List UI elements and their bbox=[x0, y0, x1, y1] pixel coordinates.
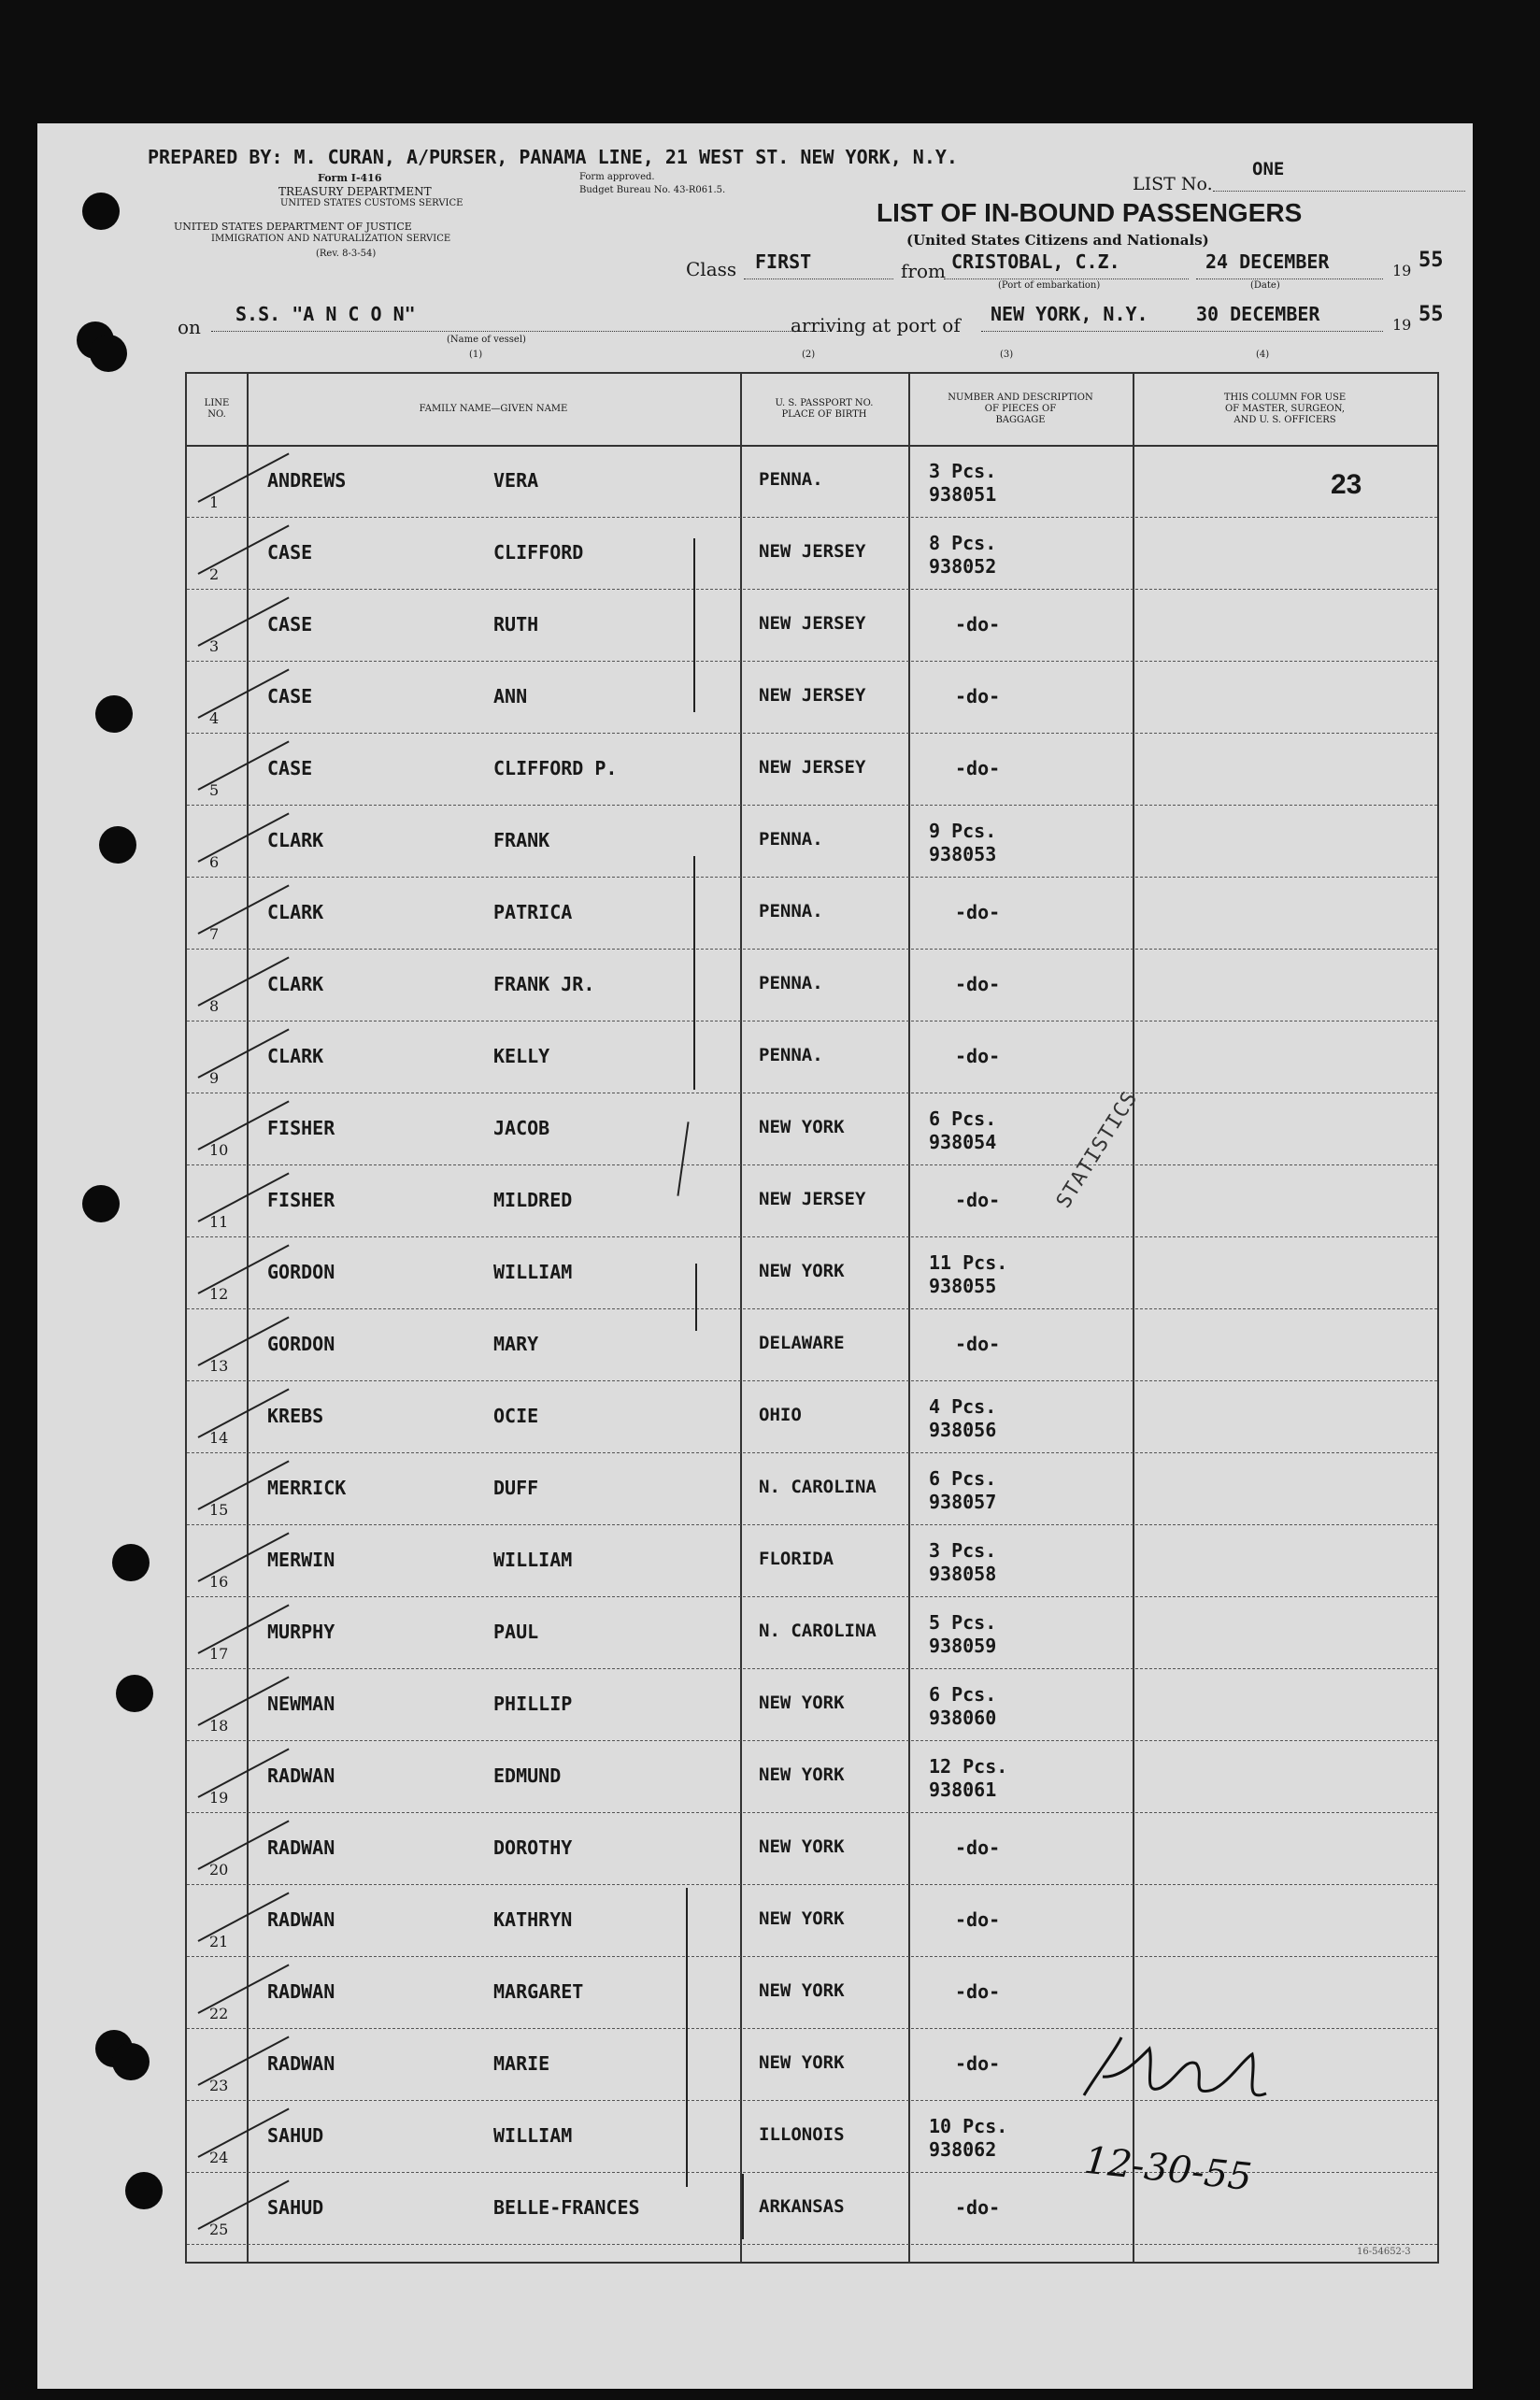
place-of-birth: PENNA. bbox=[759, 901, 823, 921]
punch-hole bbox=[99, 826, 136, 864]
from-label: from bbox=[901, 260, 946, 282]
form-subtitle: (United States Citizens and Nationals) bbox=[906, 232, 1209, 249]
family-name: CLARK bbox=[267, 901, 324, 923]
line-number: 24 bbox=[209, 2149, 229, 2166]
baggage-description: 4 Pcs. 938056 bbox=[929, 1395, 997, 1441]
punch-hole bbox=[82, 1185, 120, 1222]
customs-service: UNITED STATES CUSTOMS SERVICE bbox=[280, 198, 463, 208]
row-divider bbox=[187, 1740, 1437, 1741]
place-of-birth: PENNA. bbox=[759, 829, 823, 850]
family-name: RADWAN bbox=[267, 1836, 335, 1859]
baggage-description: -do- bbox=[955, 1189, 1001, 1211]
list-no-rule bbox=[1213, 191, 1465, 192]
baggage-description: -do- bbox=[955, 1980, 1001, 2003]
line-number: 23 bbox=[209, 2077, 229, 2094]
family-name: GORDON bbox=[267, 1261, 335, 1283]
given-name: KATHRYN bbox=[493, 1908, 573, 1931]
line-number: 10 bbox=[209, 1141, 229, 1159]
family-name: SAHUD bbox=[267, 2124, 324, 2147]
vessel-name: S.S. "A N C O N" bbox=[235, 303, 416, 325]
header-line-no: LINE NO. bbox=[204, 398, 230, 420]
punch-hole bbox=[112, 2043, 150, 2080]
place-of-birth: NEW YORK bbox=[759, 1980, 845, 2001]
line-number: 16 bbox=[209, 1573, 229, 1591]
family-name: CASE bbox=[267, 685, 313, 707]
place-of-birth: N. CAROLINA bbox=[759, 1621, 877, 1641]
given-name: WILLIAM bbox=[493, 1261, 573, 1283]
line-number: 5 bbox=[209, 781, 220, 799]
vessel-rule bbox=[211, 331, 828, 332]
place-of-birth: NEW JERSEY bbox=[759, 541, 866, 562]
given-name: MILDRED bbox=[493, 1189, 573, 1211]
baggage-description: 3 Pcs. 938051 bbox=[929, 460, 997, 506]
date-caption: (Date) bbox=[1250, 280, 1280, 291]
line-number: 13 bbox=[209, 1357, 229, 1375]
place-of-birth: PENNA. bbox=[759, 973, 823, 993]
place-of-birth: NEW JERSEY bbox=[759, 613, 866, 634]
given-name: WILLIAM bbox=[493, 2124, 573, 2147]
line-number: 12 bbox=[209, 1285, 229, 1303]
family-name: KREBS bbox=[267, 1405, 324, 1427]
given-name: VERA bbox=[493, 469, 539, 492]
prepared-by: PREPARED BY: M. CURAN, A/PURSER, PANAMA LINE, 21 WEST ST. NEW YORK, N.Y. bbox=[148, 146, 958, 168]
line-number: 3 bbox=[209, 637, 220, 655]
line-number: 25 bbox=[209, 2221, 229, 2238]
col2-number: (2) bbox=[802, 350, 816, 360]
column-divider bbox=[1133, 374, 1134, 2262]
baggage-description: 6 Pcs. 938054 bbox=[929, 1107, 997, 1153]
baggage-description: -do- bbox=[955, 1045, 1001, 1067]
given-name: KELLY bbox=[493, 1045, 550, 1067]
form-revision: (Rev. 8-3-54) bbox=[316, 249, 377, 259]
baggage-description: -do- bbox=[955, 973, 1001, 995]
line-number: 22 bbox=[209, 2005, 229, 2022]
place-of-birth: NEW JERSEY bbox=[759, 1189, 866, 1209]
col3-number: (3) bbox=[1000, 350, 1014, 360]
given-name: RUTH bbox=[493, 613, 539, 636]
baggage-description: -do- bbox=[955, 1836, 1001, 1859]
given-name: DOROTHY bbox=[493, 1836, 573, 1859]
place-of-birth: ILLONOIS bbox=[759, 2124, 845, 2145]
list-no-label: LIST No. bbox=[1133, 174, 1213, 194]
baggage-description: 6 Pcs. 938057 bbox=[929, 1467, 997, 1513]
place-of-birth: N. CAROLINA bbox=[759, 1477, 877, 1497]
given-name: OCIE bbox=[493, 1405, 539, 1427]
given-name: PHILLIP bbox=[493, 1693, 573, 1715]
given-name: MARIE bbox=[493, 2052, 550, 2075]
header-name: FAMILY NAME—GIVEN NAME bbox=[419, 404, 568, 414]
line-number: 6 bbox=[209, 853, 220, 871]
line-number: 20 bbox=[209, 1861, 229, 1879]
line-number: 8 bbox=[209, 997, 220, 1015]
punch-hole bbox=[90, 335, 127, 372]
place-of-birth: PENNA. bbox=[759, 1045, 823, 1065]
row-divider bbox=[187, 1380, 1437, 1381]
handwritten-date: 12-30-55 bbox=[1082, 2138, 1254, 2200]
arriving-label: arriving at port of bbox=[791, 314, 961, 336]
family-brace bbox=[742, 2174, 744, 2239]
family-name: GORDON bbox=[267, 1333, 335, 1355]
manifest-page bbox=[37, 123, 1473, 2389]
family-name: MERWIN bbox=[267, 1549, 335, 1571]
row-divider bbox=[187, 1524, 1437, 1525]
row-divider bbox=[187, 1956, 1437, 1957]
row-divider bbox=[187, 1596, 1437, 1597]
baggage-description: -do- bbox=[955, 1908, 1001, 1931]
family-name: CASE bbox=[267, 541, 313, 564]
row-divider bbox=[187, 805, 1437, 806]
place-of-birth: OHIO bbox=[759, 1405, 802, 1425]
form-approved: Form approved. bbox=[579, 172, 655, 182]
given-name: PATRICA bbox=[493, 901, 573, 923]
given-name: JACOB bbox=[493, 1117, 550, 1139]
family-brace bbox=[686, 1888, 688, 2187]
family-brace bbox=[693, 856, 695, 1090]
place-of-birth: DELAWARE bbox=[759, 1333, 845, 1353]
port-caption: (Port of embarkation) bbox=[998, 280, 1101, 291]
place-of-birth: NEW YORK bbox=[759, 1261, 845, 1281]
header-officers: THIS COLUMN FOR USE OF MASTER, SURGEON, AND U. S. OFFICERS bbox=[1223, 393, 1347, 425]
line-number: 15 bbox=[209, 1501, 229, 1519]
family-name: ANDREWS bbox=[267, 469, 347, 492]
baggage-description: -do- bbox=[955, 613, 1001, 636]
family-name: MURPHY bbox=[267, 1621, 335, 1643]
family-name: FISHER bbox=[267, 1189, 335, 1211]
baggage-description: -do- bbox=[955, 2052, 1001, 2075]
row-divider bbox=[187, 2244, 1437, 2245]
row-divider bbox=[187, 877, 1437, 878]
row-divider bbox=[187, 1236, 1437, 1237]
given-name: EDMUND bbox=[493, 1764, 562, 1787]
given-name: WILLIAM bbox=[493, 1549, 573, 1571]
row-divider bbox=[187, 1308, 1437, 1309]
line-number: 2 bbox=[209, 565, 220, 583]
line-number: 7 bbox=[209, 925, 220, 943]
family-brace bbox=[695, 1264, 697, 1331]
place-of-birth: FLORIDA bbox=[759, 1549, 834, 1569]
baggage-description: 5 Pcs. 938059 bbox=[929, 1611, 997, 1657]
baggage-description: 9 Pcs. 938053 bbox=[929, 820, 997, 865]
officer-signature bbox=[1065, 2021, 1290, 2123]
line-number: 11 bbox=[209, 1213, 229, 1231]
vessel-caption: (Name of vessel) bbox=[447, 335, 526, 345]
year-suffix: 55 bbox=[1419, 249, 1444, 272]
baggage-description: -do- bbox=[955, 901, 1001, 923]
class-label: Class bbox=[686, 258, 737, 280]
given-name: FRANK JR. bbox=[493, 973, 595, 995]
place-of-birth: NEW YORK bbox=[759, 1908, 845, 1929]
given-name: PAUL bbox=[493, 1621, 539, 1643]
baggage-description: 8 Pcs. 938052 bbox=[929, 532, 997, 578]
family-name: RADWAN bbox=[267, 1980, 335, 2003]
place-of-birth: NEW JERSEY bbox=[759, 685, 866, 706]
baggage-description: 11 Pcs. 938055 bbox=[929, 1251, 1008, 1297]
statistics-stamp: STATISTICS bbox=[1052, 1087, 1143, 1213]
row-divider bbox=[187, 517, 1437, 518]
baggage-description: -do- bbox=[955, 2196, 1001, 2219]
family-name: CLARK bbox=[267, 829, 324, 851]
row-divider bbox=[187, 661, 1437, 662]
given-name: CLIFFORD bbox=[493, 541, 584, 564]
family-name: CLARK bbox=[267, 973, 324, 995]
place-of-birth: NEW YORK bbox=[759, 2052, 845, 2073]
justice-dept: UNITED STATES DEPARTMENT OF JUSTICE bbox=[174, 221, 412, 233]
arrival-port: NEW YORK, N.Y. bbox=[991, 303, 1148, 325]
arrival-rule bbox=[981, 331, 1383, 332]
column-divider bbox=[247, 374, 249, 2262]
given-name: BELLE-FRANCES bbox=[493, 2196, 640, 2219]
class-value: FIRST bbox=[755, 250, 812, 273]
arrival-date: 30 DECEMBER bbox=[1196, 303, 1320, 325]
line-number: 9 bbox=[209, 1069, 220, 1087]
given-name: ANN bbox=[493, 685, 528, 707]
on-label: on bbox=[178, 316, 201, 338]
baggage-description: 10 Pcs. 938062 bbox=[929, 2115, 1008, 2161]
treasury-dept: TREASURY DEPARTMENT bbox=[278, 185, 432, 198]
line-number: 17 bbox=[209, 1645, 229, 1663]
baggage-description: 6 Pcs. 938060 bbox=[929, 1683, 997, 1729]
family-name: RADWAN bbox=[267, 1908, 335, 1931]
family-name: CLARK bbox=[267, 1045, 324, 1067]
punch-hole bbox=[116, 1675, 153, 1712]
line-number: 1 bbox=[209, 493, 220, 511]
family-name: SAHUD bbox=[267, 2196, 324, 2219]
baggage-description: 3 Pcs. 938058 bbox=[929, 1539, 997, 1585]
punch-hole bbox=[125, 2172, 163, 2209]
row-divider bbox=[187, 733, 1437, 734]
place-of-birth: NEW YORK bbox=[759, 1836, 845, 1857]
family-brace bbox=[677, 1121, 689, 1195]
given-name: FRANK bbox=[493, 829, 550, 851]
list-no-value: ONE bbox=[1252, 159, 1285, 179]
baggage-description: 12 Pcs. 938061 bbox=[929, 1755, 1008, 1801]
place-of-birth: NEW YORK bbox=[759, 1693, 845, 1713]
col4-number: (4) bbox=[1256, 350, 1270, 360]
column-divider bbox=[740, 374, 742, 2262]
line-number: 4 bbox=[209, 709, 220, 727]
family-brace bbox=[693, 538, 695, 712]
line-number: 14 bbox=[209, 1429, 229, 1447]
given-name: CLIFFORD P. bbox=[493, 757, 618, 779]
place-of-birth: ARKANSAS bbox=[759, 2196, 845, 2217]
baggage-description: -do- bbox=[955, 1333, 1001, 1355]
ins-service: IMMIGRATION AND NATURALIZATION SERVICE bbox=[211, 234, 451, 244]
arrival-year-prefix: 19 bbox=[1392, 316, 1412, 334]
place-of-birth: NEW JERSEY bbox=[759, 757, 866, 778]
punch-hole bbox=[95, 695, 133, 733]
given-name: MARY bbox=[493, 1333, 539, 1355]
year-prefix: 19 bbox=[1392, 262, 1412, 279]
budget-bureau: Budget Bureau No. 43-R061.5. bbox=[579, 185, 726, 195]
form-title: LIST OF IN-BOUND PASSENGERS bbox=[877, 198, 1303, 227]
header-passport: U. S. PASSPORT NO. PLACE OF BIRTH bbox=[775, 398, 874, 420]
row-divider bbox=[187, 1668, 1437, 1669]
family-name: CASE bbox=[267, 757, 313, 779]
row-divider bbox=[187, 1812, 1437, 1813]
family-name: MERRICK bbox=[267, 1477, 347, 1499]
arrival-year-suffix: 55 bbox=[1419, 303, 1444, 326]
departure-date: 24 DECEMBER bbox=[1205, 250, 1330, 273]
row-divider bbox=[187, 1884, 1437, 1885]
vessel-col-number: (1) bbox=[469, 350, 483, 360]
row-divider bbox=[187, 1452, 1437, 1453]
punch-hole bbox=[112, 1544, 150, 1581]
place-of-birth: NEW YORK bbox=[759, 1764, 845, 1785]
row-divider bbox=[187, 589, 1437, 590]
given-name: MARGARET bbox=[493, 1980, 584, 2003]
family-name: RADWAN bbox=[267, 1764, 335, 1787]
row-divider bbox=[187, 1164, 1437, 1165]
baggage-description: -do- bbox=[955, 685, 1001, 707]
form-number: Form I-416 bbox=[318, 172, 382, 184]
line-number: 19 bbox=[209, 1789, 229, 1807]
header-baggage: NUMBER AND DESCRIPTION OF PIECES OF BAGGAGE bbox=[948, 393, 1093, 425]
row-divider bbox=[187, 949, 1437, 950]
punch-hole bbox=[82, 193, 120, 230]
form-code: 16-54652-3 bbox=[1357, 2247, 1411, 2257]
column-divider bbox=[908, 374, 910, 2262]
line-number: 18 bbox=[209, 1717, 229, 1735]
passenger-table bbox=[185, 372, 1439, 2264]
family-name: RADWAN bbox=[267, 2052, 335, 2075]
given-name: DUFF bbox=[493, 1477, 539, 1499]
line-number: 21 bbox=[209, 1933, 229, 1950]
baggage-description: -do- bbox=[955, 757, 1001, 779]
family-name: NEWMAN bbox=[267, 1693, 335, 1715]
officer-count: 23 bbox=[1331, 469, 1362, 500]
from-value: CRISTOBAL, C.Z. bbox=[951, 250, 1120, 273]
family-name: CASE bbox=[267, 613, 313, 636]
place-of-birth: NEW YORK bbox=[759, 1117, 845, 1137]
family-name: FISHER bbox=[267, 1117, 335, 1139]
place-of-birth: PENNA. bbox=[759, 469, 823, 490]
